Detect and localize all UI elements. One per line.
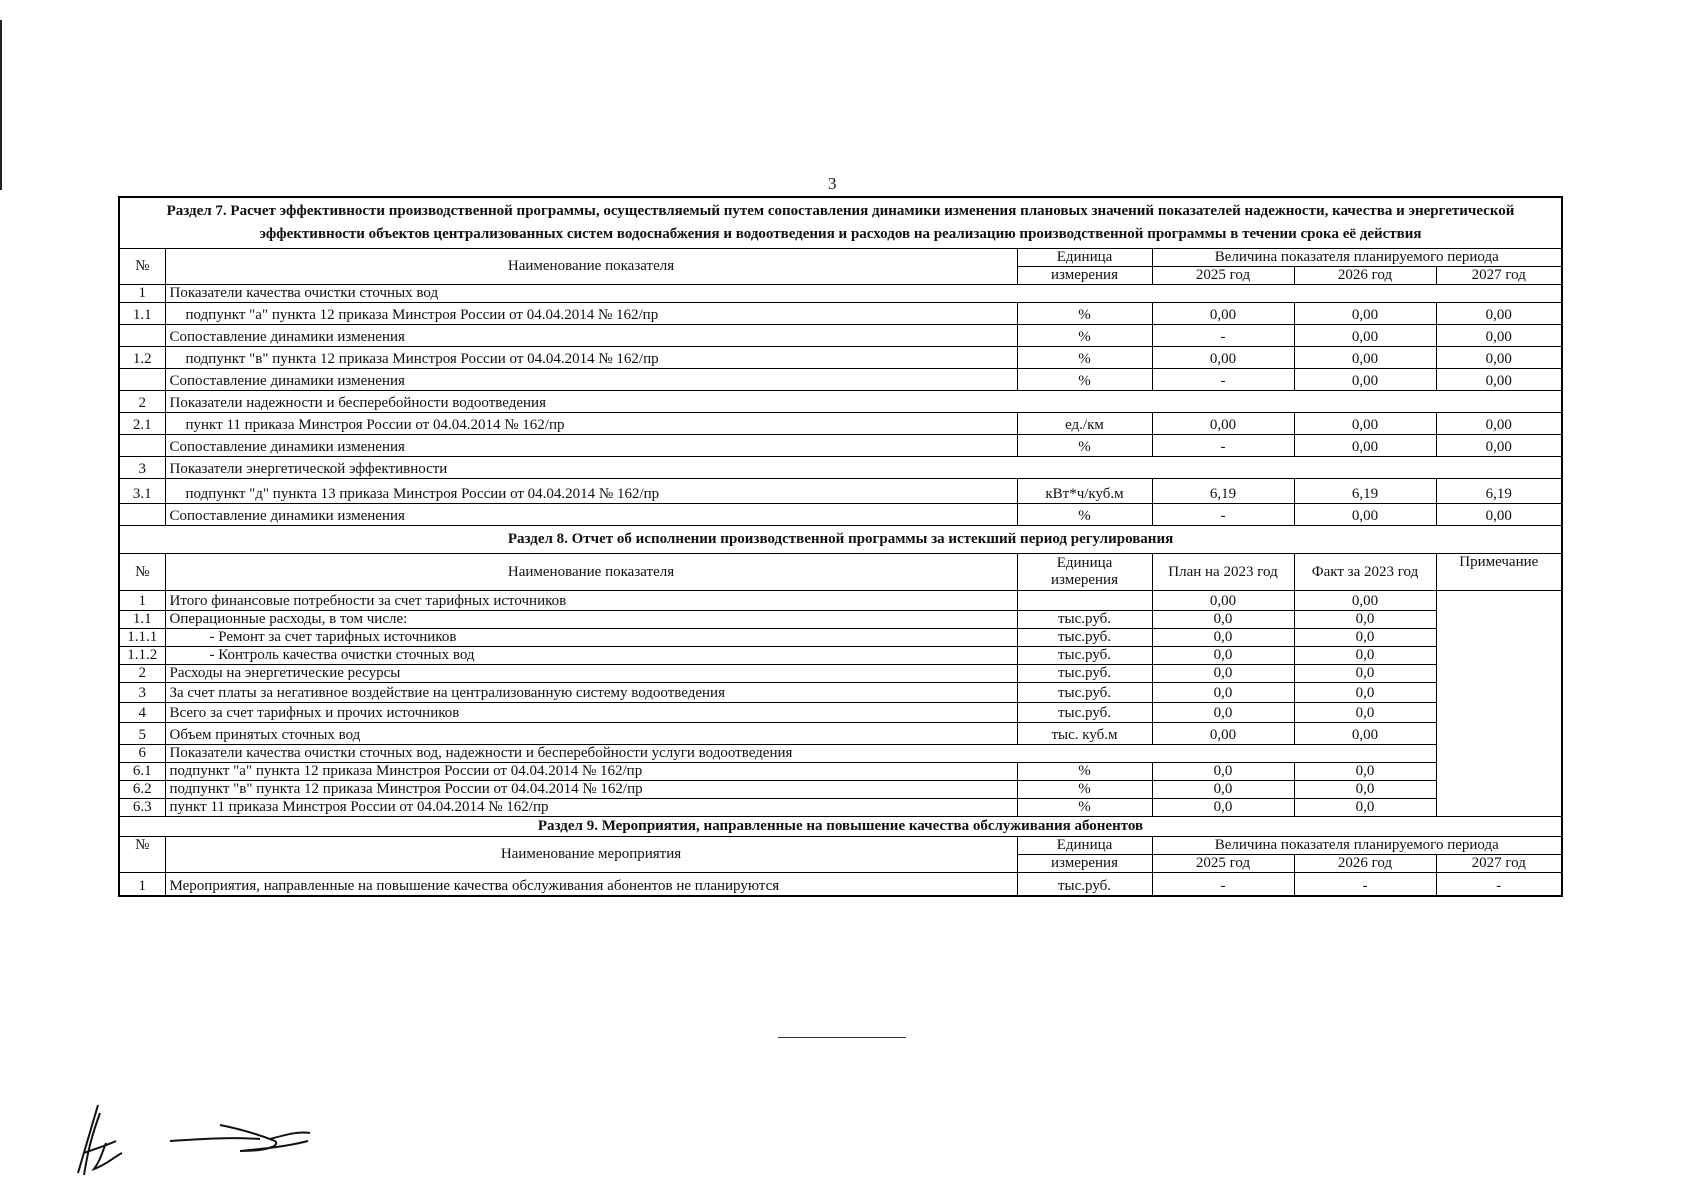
indicator-name: подпункт "а" пункта 12 приказа Минстроя России от 04.04.2014 № 162/пр [165, 303, 1017, 325]
page-number: 3 [828, 174, 837, 193]
row-number: 1 [119, 285, 165, 303]
value-2027: 0,00 [1436, 413, 1562, 435]
section8-row [119, 781, 1562, 799]
section8-row [119, 763, 1562, 781]
plan-value: 0,0 [1152, 763, 1294, 781]
indicator-name: Итого финансовые потребности за счет тарифных источников [165, 591, 1017, 611]
section8-row [119, 611, 1562, 629]
unit-cell: % [1017, 781, 1152, 799]
row-number: 1 [119, 591, 165, 611]
value-2026: 6,19 [1294, 479, 1436, 504]
section8-group-row [119, 745, 1562, 763]
value-2027: 0,00 [1436, 347, 1562, 369]
value-2027: - [1436, 873, 1562, 897]
row-number: 3 [119, 457, 165, 479]
empty-cell [1017, 457, 1562, 479]
unit-cell: кВт*ч/куб.м [1017, 479, 1152, 504]
value-2026: 0,00 [1294, 303, 1436, 325]
section9-header-name: Наименование мероприятия [165, 837, 1017, 873]
indicator-group-name: Показатели энергетической эффективности [165, 457, 1017, 479]
value-2025: - [1152, 873, 1294, 897]
indicator-group-name: Показатели качества очистки сточных вод [165, 285, 1017, 303]
value-2027: 0,00 [1436, 435, 1562, 457]
unit-cell: тыс.руб. [1017, 683, 1152, 703]
section9-header-unit-1: Единица [1017, 837, 1152, 855]
section9-header-row-1 [119, 837, 1562, 855]
indicator-name: За счет платы за негативное воздействие на централизованную систему водоотведения [165, 683, 1017, 703]
indicator-group-name: Показатели качества очистки сточных вод, надежности и бесперебойности услуги водоотведения [165, 745, 1017, 763]
unit-cell [1017, 591, 1152, 611]
fact-value: 0,00 [1294, 723, 1436, 745]
section8-header-unit-2: измерения [1050, 572, 1118, 588]
plan-value: 0,00 [1152, 591, 1294, 611]
section9-header-no: № [119, 837, 165, 873]
value-2027: 0,00 [1436, 325, 1562, 347]
row-number [119, 435, 165, 457]
section8-header-name: Наименование показателя [165, 554, 1017, 591]
unit-cell: % [1017, 799, 1152, 817]
row-number: 1.1.1 [119, 629, 165, 647]
indicator-name: - Контроль качества очистки сточных вод [165, 647, 1017, 665]
section7-header-period: Величина показателя планируемого периода [1152, 249, 1562, 267]
section9-header-2025: 2025 год [1152, 855, 1294, 873]
section7-row [119, 479, 1562, 504]
section7-row [119, 435, 1562, 457]
fact-value: 0,0 [1294, 647, 1436, 665]
indicator-name: Всего за счет тарифных и прочих источников [165, 703, 1017, 723]
indicator-name: подпункт "а" пункта 12 приказа Минстроя России от 04.04.2014 № 162/пр [165, 763, 1017, 781]
row-number: 1.1 [119, 611, 165, 629]
note-cell [1436, 591, 1562, 817]
row-number: 1.1 [119, 303, 165, 325]
indicator-name: Сопоставление динамики изменения [165, 325, 1017, 347]
section7-header-unit-1: Единица [1017, 249, 1152, 267]
section8-row [119, 647, 1562, 665]
unit-cell: тыс. куб.м [1017, 723, 1152, 745]
indicator-name: - Ремонт за счет тарифных источников [165, 629, 1017, 647]
section7-header-2027: 2027 год [1436, 267, 1562, 285]
row-number: 2 [119, 665, 165, 683]
unit-cell: % [1017, 325, 1152, 347]
value-2025: - [1152, 504, 1294, 526]
fact-value: 0,0 [1294, 665, 1436, 683]
section7-title: Раздел 7. Расчет эффективности производственной программы, осуществляемый путем сопоставления динамики изменения плановых значений показателей надежности, качества и энергетической эффективности объектов централизованных систем водоснабжения и водоотведения и расходов на реализацию производственной программы в течении срока её действия [119, 197, 1562, 249]
section7-row [119, 347, 1562, 369]
indicator-name: Сопоставление динамики изменения [165, 435, 1017, 457]
indicator-name: Сопоставление динамики изменения [165, 504, 1017, 526]
value-2025: - [1152, 435, 1294, 457]
indicator-name: Операционные расходы, в том числе: [165, 611, 1017, 629]
unit-cell: тыс.руб. [1017, 873, 1152, 897]
fact-value: 0,0 [1294, 611, 1436, 629]
section9-title: Раздел 9. Мероприятия, направленные на повышение качества обслуживания абонентов [119, 817, 1562, 837]
section7-header-2026: 2026 год [1294, 267, 1436, 285]
plan-value: 0,0 [1152, 611, 1294, 629]
section8-header-row [119, 554, 1562, 591]
plan-value: 0,0 [1152, 665, 1294, 683]
section7-title-row [119, 197, 1562, 249]
row-number [119, 504, 165, 526]
section8-row [119, 799, 1562, 817]
section9-header-2026: 2026 год [1294, 855, 1436, 873]
indicator-name: подпункт "в" пункта 12 приказа Минстроя России от 04.04.2014 № 162/пр [165, 781, 1017, 799]
value-2025: 6,19 [1152, 479, 1294, 504]
row-number: 6 [119, 745, 165, 763]
section7-header-unit-2: измерения [1017, 267, 1152, 285]
value-2026: 0,00 [1294, 504, 1436, 526]
row-number: 6.1 [119, 763, 165, 781]
row-number: 1.2 [119, 347, 165, 369]
unit-cell: тыс.руб. [1017, 665, 1152, 683]
fact-value: 0,0 [1294, 683, 1436, 703]
row-number: 6.2 [119, 781, 165, 799]
unit-cell: тыс.руб. [1017, 611, 1152, 629]
row-number: 3 [119, 683, 165, 703]
section8-header-fact: Факт за 2023 год [1294, 554, 1436, 591]
indicator-name: Расходы на энергетические ресурсы [165, 665, 1017, 683]
section7-header-2025: 2025 год [1152, 267, 1294, 285]
unit-cell: % [1017, 347, 1152, 369]
section8-header-plan: План на 2023 год [1152, 554, 1294, 591]
section7-header-row-1 [119, 249, 1562, 267]
value-2025: 0,00 [1152, 303, 1294, 325]
plan-value: 0,0 [1152, 647, 1294, 665]
plan-value: 0,0 [1152, 703, 1294, 723]
indicator-name: пункт 11 приказа Минстроя России от 04.04.2014 № 162/пр [165, 799, 1017, 817]
value-2026: 0,00 [1294, 413, 1436, 435]
section7-group-row [119, 285, 1562, 303]
indicator-name: подпункт "д" пункта 13 приказа Минстроя России от 04.04.2014 № 162/пр [165, 479, 1017, 504]
section8-row [119, 665, 1562, 683]
empty-cell [1017, 745, 1436, 763]
fact-value: 0,0 [1294, 781, 1436, 799]
section8-row [119, 723, 1562, 745]
value-2026: 0,00 [1294, 435, 1436, 457]
section8-header-unit-1: Единица [1056, 555, 1113, 571]
section9-row [119, 873, 1562, 897]
row-number: 1.1.2 [119, 647, 165, 665]
value-2025: 0,00 [1152, 347, 1294, 369]
row-number: 2 [119, 391, 165, 413]
section9-title-row [119, 817, 1562, 837]
section7-row [119, 504, 1562, 526]
document-table [118, 196, 1563, 897]
section8-header-note: Примечание [1436, 554, 1562, 591]
unit-cell: % [1017, 504, 1152, 526]
value-2027: 0,00 [1436, 303, 1562, 325]
indicator-name: подпункт "в" пункта 12 приказа Минстроя России от 04.04.2014 № 162/пр [165, 347, 1017, 369]
row-number [119, 325, 165, 347]
handwritten-signature [70, 1095, 330, 1185]
plan-value: 0,0 [1152, 799, 1294, 817]
section8-header-no: № [119, 554, 165, 591]
row-number: 3.1 [119, 479, 165, 504]
unit-cell: % [1017, 763, 1152, 781]
fact-value: 0,0 [1294, 703, 1436, 723]
empty-cell [1017, 285, 1562, 303]
indicator-group-name: Показатели надежности и бесперебойности водоотведения [165, 391, 1017, 413]
value-2027: 0,00 [1436, 369, 1562, 391]
section7-row [119, 369, 1562, 391]
plan-value: 0,00 [1152, 723, 1294, 745]
section9-header-2027: 2027 год [1436, 855, 1562, 873]
row-number: 6.3 [119, 799, 165, 817]
value-2025: 0,00 [1152, 413, 1294, 435]
plan-value: 0,0 [1152, 683, 1294, 703]
value-2027: 6,19 [1436, 479, 1562, 504]
section7-row [119, 413, 1562, 435]
empty-cell [1017, 391, 1562, 413]
section8-row [119, 629, 1562, 647]
unit-cell: % [1017, 303, 1152, 325]
indicator-name: Сопоставление динамики изменения [165, 369, 1017, 391]
section8-title: Раздел 8. Отчет об исполнении производственной программы за истекший период регулирования [119, 526, 1562, 554]
value-2025: - [1152, 369, 1294, 391]
section7-header-name: Наименование показателя [165, 249, 1017, 285]
row-number: 2.1 [119, 413, 165, 435]
section9-header-unit-2: измерения [1017, 855, 1152, 873]
indicator-name: пункт 11 приказа Минстроя России от 04.04.2014 № 162/пр [165, 413, 1017, 435]
fact-value: 0,00 [1294, 591, 1436, 611]
section7-group-row [119, 457, 1562, 479]
row-number [119, 369, 165, 391]
scan-edge-line [0, 20, 2, 190]
indicator-name: Объем принятых сточных вод [165, 723, 1017, 745]
unit-cell: % [1017, 369, 1152, 391]
value-2025: - [1152, 325, 1294, 347]
document-table-container [118, 196, 1561, 897]
unit-cell: тыс.руб. [1017, 629, 1152, 647]
fact-value: 0,0 [1294, 763, 1436, 781]
section8-header-unit [1017, 554, 1152, 591]
section7-header-no: № [119, 249, 165, 285]
plan-value: 0,0 [1152, 781, 1294, 799]
section8-row [119, 703, 1562, 723]
row-number: 1 [119, 873, 165, 897]
section8-title-row [119, 526, 1562, 554]
measure-name: Мероприятия, направленные на повышение качества обслуживания абонентов не планируются [165, 873, 1017, 897]
row-number: 5 [119, 723, 165, 745]
section7-row [119, 303, 1562, 325]
unit-cell: % [1017, 435, 1152, 457]
value-2026: 0,00 [1294, 347, 1436, 369]
value-2026: - [1294, 873, 1436, 897]
unit-cell: ед./км [1017, 413, 1152, 435]
value-2026: 0,00 [1294, 369, 1436, 391]
unit-cell: тыс.руб. [1017, 703, 1152, 723]
end-separator-line [778, 1037, 906, 1038]
section9-header-period: Величина показателя планируемого периода [1152, 837, 1562, 855]
section8-row [119, 683, 1562, 703]
section7-group-row [119, 391, 1562, 413]
fact-value: 0,0 [1294, 799, 1436, 817]
fact-value: 0,0 [1294, 629, 1436, 647]
unit-cell: тыс.руб. [1017, 647, 1152, 665]
section7-row [119, 325, 1562, 347]
plan-value: 0,0 [1152, 629, 1294, 647]
section8-row [119, 591, 1562, 611]
row-number: 4 [119, 703, 165, 723]
value-2027: 0,00 [1436, 504, 1562, 526]
value-2026: 0,00 [1294, 325, 1436, 347]
